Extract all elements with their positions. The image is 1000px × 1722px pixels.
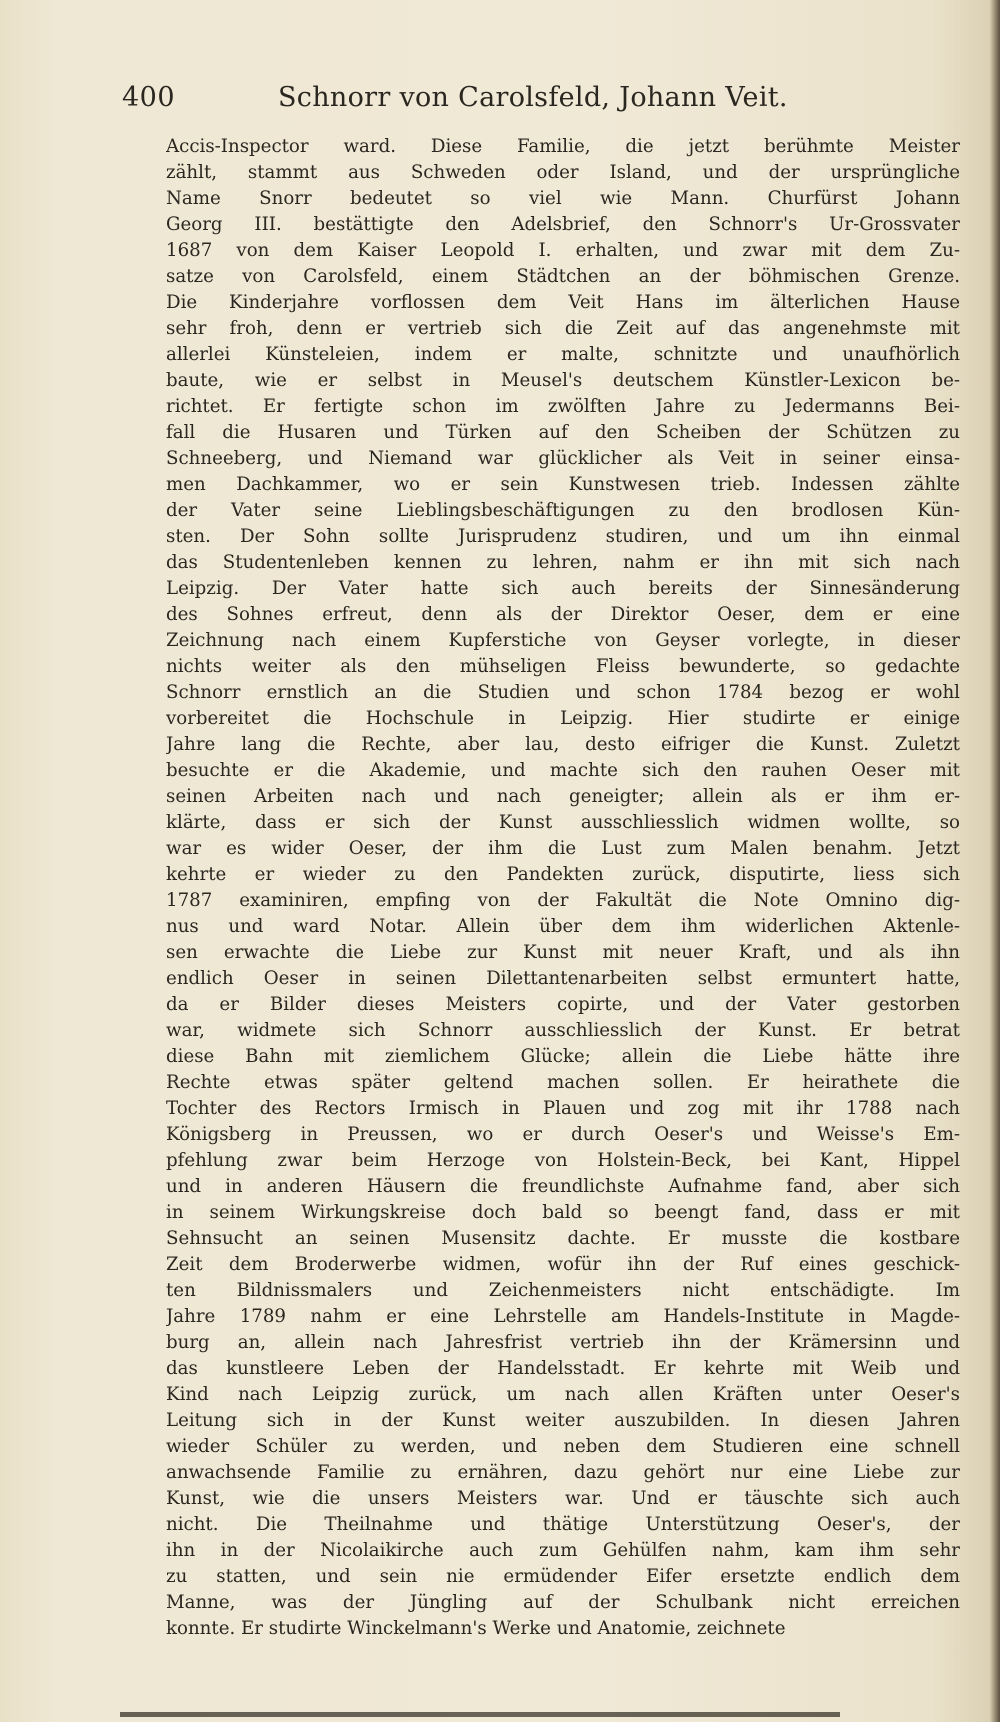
text-line: Manne, was der Jüngling auf der Schulbank nicht erreichen (166, 1592, 960, 1613)
text-line: kehrte er wieder zu den Pandekten zurück, disputirte, liess sich (166, 864, 960, 885)
text-line: nus und ward Notar. Allein über dem ihm widerlichen Aktenle- (166, 916, 960, 937)
text-line: nichts weiter als den mühseligen Fleiss bewunderte, so gedachte (166, 656, 960, 677)
text-line: Tochter des Rectors Irmisch in Plauen und zog mit ihr 1788 nach (166, 1098, 960, 1119)
text-line: wieder Schüler zu werden, und neben dem Studieren eine schnell (166, 1436, 960, 1457)
text-line: nicht. Die Theilnahme und thätige Unterstützung Oeser's, der (166, 1514, 960, 1535)
text-line: besuchte er die Akademie, und machte sich den rauhen Oeser mit (166, 760, 960, 781)
text-line: Königsberg in Preussen, wo er durch Oeser's und Weisse's Em- (166, 1124, 960, 1145)
text-line: satze von Carolsfeld, einem Städtchen an der böhmischen Grenze. (166, 266, 960, 287)
text-line: allerlei Künsteleien, indem er malte, schnitzte und unaufhörlich (166, 344, 960, 365)
text-line: Leitung sich in der Kunst weiter auszubilden. In diesen Jahren (166, 1410, 960, 1431)
text-line: in seinem Wirkungskreise doch bald so beengt fand, dass er mit (166, 1202, 960, 1223)
text-line: und in anderen Häusern die freundlichste Aufnahme fand, aber sich (166, 1176, 960, 1197)
text-line: diese Bahn mit ziemlichem Glücke; allein die Liebe hätte ihre (166, 1046, 960, 1067)
text-line: der Vater seine Lieblingsbeschäftigungen zu den brodlosen Kün- (166, 500, 960, 521)
page-number: 400 (122, 82, 176, 113)
text-line: anwachsende Familie zu ernähren, dazu gehört nur eine Liebe zur (166, 1462, 960, 1483)
text-line: baute, wie er selbst in Meusel's deutschem Künstler-Lexicon be- (166, 370, 960, 391)
text-line: Accis-Inspector ward. Diese Familie, die jetzt berühmte Meister (166, 136, 960, 157)
body-text (166, 134, 960, 1642)
running-head: Schnorr von Carolsfeld, Johann Veit. (278, 82, 788, 113)
text-line: Rechte etwas später geltend machen sollen. Er heirathete die (166, 1072, 960, 1093)
text-line: Die Kinderjahre vorflossen dem Veit Hans im älterlichen Hause (166, 292, 960, 313)
text-line: Georg III. bestättigte den Adelsbrief, den Schnorr's Ur-Grossvater (166, 214, 960, 235)
page-edge-shadow (990, 0, 1000, 1722)
text-line: Kunst, wie die unsers Meisters war. Und er täuschte sich auch (166, 1488, 960, 1509)
text-line: da er Bilder dieses Meisters copirte, und der Vater gestorben (166, 994, 960, 1015)
text-line: Schnorr ernstlich an die Studien und schon 1784 bezog er wohl (166, 682, 960, 703)
text-line: klärte, dass er sich der Kunst ausschliesslich widmen wollte, so (166, 812, 960, 833)
text-line: zählt, stammt aus Schweden oder Island, und der ursprüngliche (166, 162, 960, 183)
page-header (122, 82, 822, 122)
text-line: Zeit dem Broderwerbe widmen, wofür ihn der Ruf eines geschick- (166, 1254, 960, 1275)
text-line: pfehlung zwar beim Herzoge von Holstein-Beck, bei Kant, Hippel (166, 1150, 960, 1171)
text-line: Kind nach Leipzig zurück, um nach allen Kräften unter Oeser's (166, 1384, 960, 1405)
text-line: sen erwachte die Liebe zur Kunst mit neuer Kraft, und als ihn (166, 942, 960, 963)
text-line: sten. Der Sohn sollte Jurisprudenz studiren, und um ihn einmal (166, 526, 960, 547)
text-line: konnte. Er studirte Winckelmann's Werke und Anatomie, zeichnete (166, 1618, 786, 1639)
text-line: Sehnsucht an seinen Musensitz dachte. Er musste die kostbare (166, 1228, 960, 1249)
bottom-rule (120, 1712, 840, 1717)
text-line: war, widmete sich Schnorr ausschliesslich der Kunst. Er betrat (166, 1020, 960, 1041)
text-line: Schneeberg, und Niemand war glücklicher als Veit in seiner einsa- (166, 448, 960, 469)
text-line: vorbereitet die Hochschule in Leipzig. Hier studirte er einige (166, 708, 960, 729)
text-line: endlich Oeser in seinen Dilettantenarbeiten selbst ermuntert hatte, (166, 968, 960, 989)
text-line: Jahre lang die Rechte, aber lau, desto eifriger die Kunst. Zuletzt (166, 734, 960, 755)
text-line: Jahre 1789 nahm er eine Lehrstelle am Handels-Institute in Magde- (166, 1306, 960, 1327)
text-line: das Studentenleben kennen zu lehren, nahm er ihn mit sich nach (166, 552, 960, 573)
text-line: 1787 examiniren, empfing von der Fakultät die Note Omnino dig- (166, 890, 960, 911)
text-line: fall die Husaren und Türken auf den Scheiben der Schützen zu (166, 422, 960, 443)
text-line: sehr froh, denn er vertrieb sich die Zeit auf das angenehmste mit (166, 318, 960, 339)
text-line: zu statten, und sein nie ermüdender Eifer ersetzte endlich dem (166, 1566, 960, 1587)
text-line: burg an, allein nach Jahresfrist vertrieb ihn der Krämersinn und (166, 1332, 960, 1353)
text-line: seinen Arbeiten nach und nach geneigter; allein als er ihm er- (166, 786, 960, 807)
text-line: ten Bildnissmalers und Zeichenmeisters nicht entschädigte. Im (166, 1280, 960, 1301)
text-line: Zeichnung nach einem Kupferstiche von Geyser vorlegte, in dieser (166, 630, 960, 651)
text-line: richtet. Er fertigte schon im zwölften Jahre zu Jedermanns Bei- (166, 396, 960, 417)
text-line: Leipzig. Der Vater hatte sich auch bereits der Sinnesänderung (166, 578, 960, 599)
text-line: des Sohnes erfreut, denn als der Direktor Oeser, dem er eine (166, 604, 960, 625)
text-line: das kunstleere Leben der Handelsstadt. Er kehrte mit Weib und (166, 1358, 960, 1379)
text-line: ihn in der Nicolaikirche auch zum Gehülfen nahm, kam ihm sehr (166, 1540, 960, 1561)
text-line: war es wider Oeser, der ihm die Lust zum Malen benahm. Jetzt (166, 838, 960, 859)
text-line: Name Snorr bedeutet so viel wie Mann. Churfürst Johann (166, 188, 960, 209)
text-line: men Dachkammer, wo er sein Kunstwesen trieb. Indessen zählte (166, 474, 960, 495)
text-line: 1687 von dem Kaiser Leopold I. erhalten, und zwar mit dem Zu- (166, 240, 960, 261)
